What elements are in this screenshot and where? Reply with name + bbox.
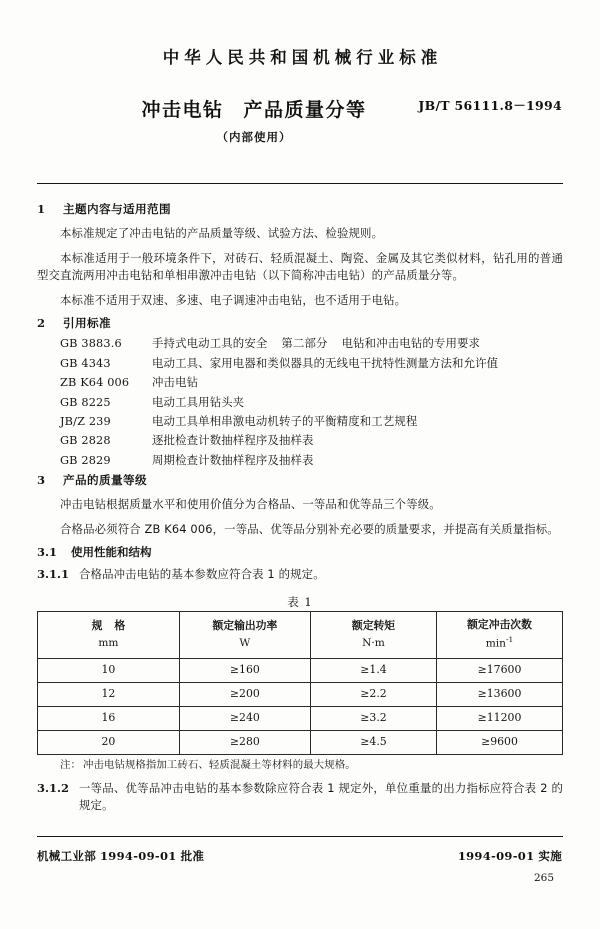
cell-torque: ≥1.4 xyxy=(311,659,437,683)
effective-label: 实施 xyxy=(538,849,562,863)
list-item xyxy=(37,338,563,349)
section-number-1: 1 xyxy=(37,202,46,216)
section-3-1-2 xyxy=(37,780,563,813)
section-3-paragraph-1: 冲击电钻根据质量水平和使用价值分为合格品、一等品和优等品三个等级。 xyxy=(60,496,441,511)
cell-impact: ≥13600 xyxy=(437,683,563,707)
issuer-name: 机械工业部 xyxy=(37,849,96,863)
column-unit-impact-exponent: -1 xyxy=(505,635,514,645)
column-header-power xyxy=(179,612,310,659)
reference-code: GB 2829 xyxy=(60,453,111,467)
column-unit-spec: mm xyxy=(98,636,119,649)
cell-impact: ≥17600 xyxy=(437,659,563,683)
approval-date: 1994-09-01 xyxy=(100,849,177,863)
footer-divider xyxy=(37,836,563,837)
reference-code: JB/Z 239 xyxy=(60,414,111,428)
reference-description: 电动工具用钻头夹 xyxy=(152,394,245,409)
reference-code: GB 8225 xyxy=(60,395,111,409)
table-1-note xyxy=(60,760,563,770)
reference-description: 逐批检查计数抽样程序及抽样表 xyxy=(152,433,314,448)
list-item xyxy=(37,377,563,388)
section-heading-2 xyxy=(37,315,563,330)
section-heading-1 xyxy=(37,204,563,216)
column-header-impact xyxy=(437,612,563,659)
table-row xyxy=(38,659,563,683)
cell-spec: 10 xyxy=(38,659,180,683)
footer-effective xyxy=(458,848,562,864)
section-heading-3 xyxy=(37,475,563,487)
basic-parameters-table xyxy=(37,611,563,754)
section-title-1: 主题内容与适用范围 xyxy=(63,202,171,216)
column-header-spec-b: 格 xyxy=(114,619,126,633)
section-heading-3-1 xyxy=(37,544,563,559)
reference-code: GB 3883.6 xyxy=(60,337,122,351)
section-1-paragraph-1: 本标准规定了冲击电钻的产品质量等级、试验方法、检验规则。 xyxy=(60,225,384,240)
section-number-3-1: 3.1 xyxy=(37,544,58,559)
section-3-1-1 xyxy=(37,566,563,583)
section-3-paragraph-2: 合格品必须符合 ZB K64 006，一等品、优等品分别补充必要的质量要求，并提高有关质量指标。 xyxy=(60,522,559,537)
column-header-impact-label: 额定冲击次数 xyxy=(467,618,532,632)
column-header-torque-label: 额定转矩 xyxy=(351,619,396,633)
column-header-torque xyxy=(311,612,437,659)
table-1-container xyxy=(37,594,563,771)
section-title-3-1: 使用性能和结构 xyxy=(71,544,152,559)
reference-desc-b: 第二部分 xyxy=(281,336,328,351)
section-number-2: 2 xyxy=(37,315,46,330)
table-row xyxy=(38,706,563,730)
column-unit-power: W xyxy=(239,636,251,649)
table-note-text: 冲击电钻规格指加工砖石、轻质混凝土等材料的最大规格。 xyxy=(82,758,356,771)
cell-spec: 16 xyxy=(38,706,180,730)
cell-power: ≥200 xyxy=(179,683,310,707)
page-number: 265 xyxy=(533,872,554,884)
column-header-spec-a: 规 xyxy=(91,619,103,633)
reference-code: GB 2828 xyxy=(60,434,111,448)
list-item xyxy=(37,452,563,467)
reference-standards-list xyxy=(37,338,563,466)
title-part-1: 冲击电钻 xyxy=(141,99,224,121)
section-1-paragraph-2: 本标准适用于一般环境条件下，对砖石、轻质混凝土、陶瓷、金属及其它类似材料，钻孔用的普通型交直流两用冲击电钻和单相串激冲击电钻（以下简称冲击电钻）的产品质量分等。 xyxy=(37,251,563,282)
cell-power: ≥280 xyxy=(179,730,310,754)
column-unit-impact-base: min xyxy=(485,637,506,650)
column-unit-torque: N·m xyxy=(362,636,385,649)
column-header-spec xyxy=(38,612,180,659)
cell-impact: ≥9600 xyxy=(437,730,563,754)
section-3-1-2-text: 一等品、优等品冲击电钻的基本参数除应符合表 1 规定外，单位重量的出力指标应符合表 2 的规定。 xyxy=(79,781,563,812)
table-note-label: 注： xyxy=(60,758,81,771)
footer-approval xyxy=(37,848,204,864)
section-number-3: 3 xyxy=(37,473,46,488)
section-title-3: 产品的质量等级 xyxy=(63,473,147,488)
effective-date: 1994-09-01 xyxy=(457,849,535,863)
section-1-paragraph-3: 本标准不适用于双速、多速、电子调速冲击电钻，也不适用于电钻。 xyxy=(60,293,407,308)
reference-code: ZB K64 006 xyxy=(60,376,130,390)
reference-description: 电动工具、家用电器和类似器具的无线电干扰特性测量方法和允许值 xyxy=(152,355,499,370)
reference-description: 周期检查计数抽样程序及抽样表 xyxy=(152,452,314,467)
reference-description: 冲击电钻 xyxy=(152,375,199,390)
header-divider xyxy=(37,183,563,184)
table-header-row xyxy=(38,612,563,659)
section-3-1-1-text: 合格品冲击电钻的基本参数应符合表 1 的规定。 xyxy=(79,567,325,582)
section-title-2: 引用标准 xyxy=(63,315,111,330)
cell-impact: ≥11200 xyxy=(437,706,563,730)
table-1-caption: 表 1 xyxy=(287,594,313,609)
reference-description xyxy=(152,338,563,349)
title-part-2: 产品质量分等 xyxy=(243,99,367,121)
column-header-power-label: 额定输出功率 xyxy=(212,619,278,633)
document-subtitle: （内部使用） xyxy=(216,130,292,144)
section-number-3-1-1: 3.1.1 xyxy=(37,567,70,582)
table-row xyxy=(38,730,563,754)
reference-desc-a: 手持式电动工具的安全 xyxy=(152,336,268,351)
cell-power: ≥160 xyxy=(179,659,310,683)
reference-code: GB 4343 xyxy=(60,356,111,370)
document-body xyxy=(37,204,563,821)
cell-torque: ≥2.2 xyxy=(311,683,437,707)
approval-label: 批准 xyxy=(180,849,205,863)
section-number-3-1-2: 3.1.2 xyxy=(37,781,70,796)
column-unit-impact xyxy=(439,634,560,652)
reference-desc-c: 电钻和冲击电钻的专用要求 xyxy=(341,336,481,351)
list-item xyxy=(37,413,563,428)
cell-spec: 12 xyxy=(38,683,180,707)
cell-power: ≥240 xyxy=(179,706,310,730)
cell-torque: ≥3.2 xyxy=(311,706,437,730)
cell-torque: ≥4.5 xyxy=(311,730,437,754)
list-item xyxy=(37,394,563,409)
issuing-organization: 中华人民共和国机械行业标准 xyxy=(162,48,443,67)
reference-description: 电动工具单相串激电动机转子的平衡精度和工艺规程 xyxy=(152,413,418,428)
list-item xyxy=(37,355,563,370)
table-row xyxy=(38,683,563,707)
standard-number: JB/T 56111.8－1994 xyxy=(418,98,562,113)
cell-spec: 20 xyxy=(38,730,180,754)
list-item xyxy=(37,435,563,446)
